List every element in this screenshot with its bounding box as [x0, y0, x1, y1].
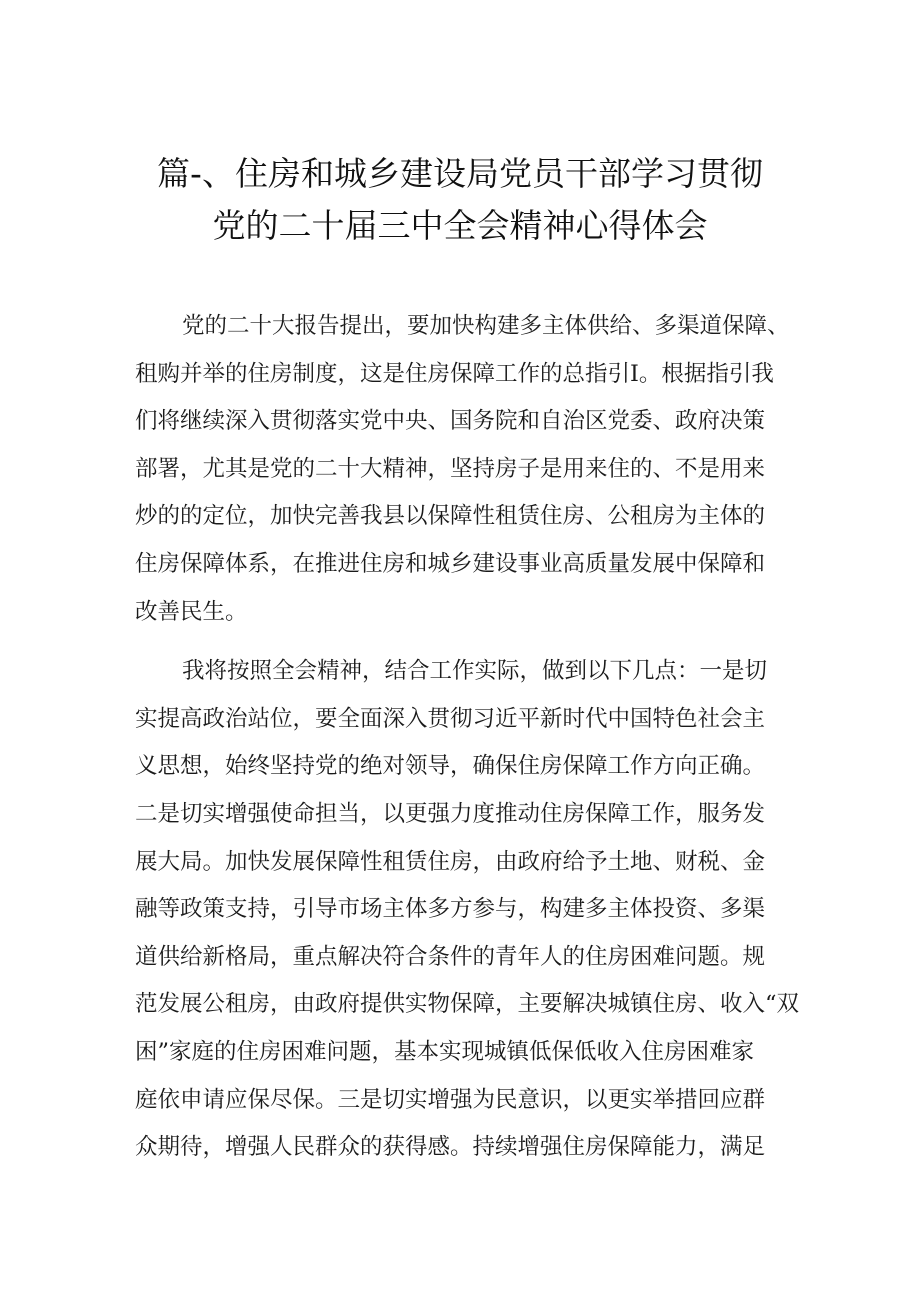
- paragraph-line: 众期待，增强人民群众的获得感。持续增强住房保障能力，满足: [135, 1134, 766, 1161]
- document-title: [100, 148, 820, 252]
- paragraph-line: 们将继续深入贯彻落实党中央、国务院和自治区党委、政府决策: [135, 408, 766, 435]
- paragraph-2: [135, 648, 800, 1172]
- paragraph-line: 义思想，始终坚持党的绝对领导，确保住房保障工作方向正确。: [135, 753, 766, 780]
- paragraph-line: 部署，尤其是党的二十大精神，坚持房子是用来住的、不是用来: [135, 455, 766, 482]
- paragraph-line: 党的二十大报告提出，要加快构建多主体供给、多渠道保障、: [182, 313, 790, 339]
- title-line-2: 党的二十届三中全会精神心得体会: [212, 206, 708, 245]
- title-line-1: 篇-、住房和城乡建设局党员干部学习贯彻: [157, 154, 763, 193]
- paragraph-line: 租购并举的住房制度，这是住房保障工作的总指引I。根据指引我: [135, 360, 774, 387]
- paragraph-line: 道供给新格局，重点解决符合条件的青年人的住房困难问题。规: [135, 943, 766, 970]
- paragraph-line: 范发展公租房，由政府提供实物保障，主要解决城镇住房、收入“双: [135, 991, 800, 1018]
- paragraph-line: 展大局。加快发展保障性租赁住房，由政府给予土地、财税、金: [135, 848, 766, 875]
- document-body: [135, 303, 800, 1184]
- paragraph-line: 二是切实增强使命担当，以更强力度推动住房保障工作，服务发: [135, 800, 766, 827]
- paragraph-line: 实提高政治站位，要全面深入贯彻习近平新时代中国特色社会主: [135, 705, 766, 732]
- paragraph-line: 炒的的定位，加快完善我县以保障性租赁住房、公租房为主体的: [135, 503, 766, 530]
- paragraph-line: 庭依申请应保尽保。三是切实增强为民意识，以更实举措回应群: [135, 1086, 766, 1113]
- paragraph-line: 住房保障体系，在推进住房和城乡建设事业高质量发展中保障和: [135, 550, 766, 577]
- paragraph-line: 我将按照全会精神，结合工作实际，做到以下几点：一是切: [182, 658, 768, 685]
- paragraph-line: 困”家庭的住房困难问题，基本实现城镇低保低收入住房困难家: [135, 1038, 755, 1065]
- paragraph-1: [135, 303, 795, 636]
- paragraph-line: 改善民生。: [135, 598, 248, 625]
- paragraph-line: 融等政策支持，引导市场主体多方参与，构建多主体投资、多渠: [135, 896, 766, 923]
